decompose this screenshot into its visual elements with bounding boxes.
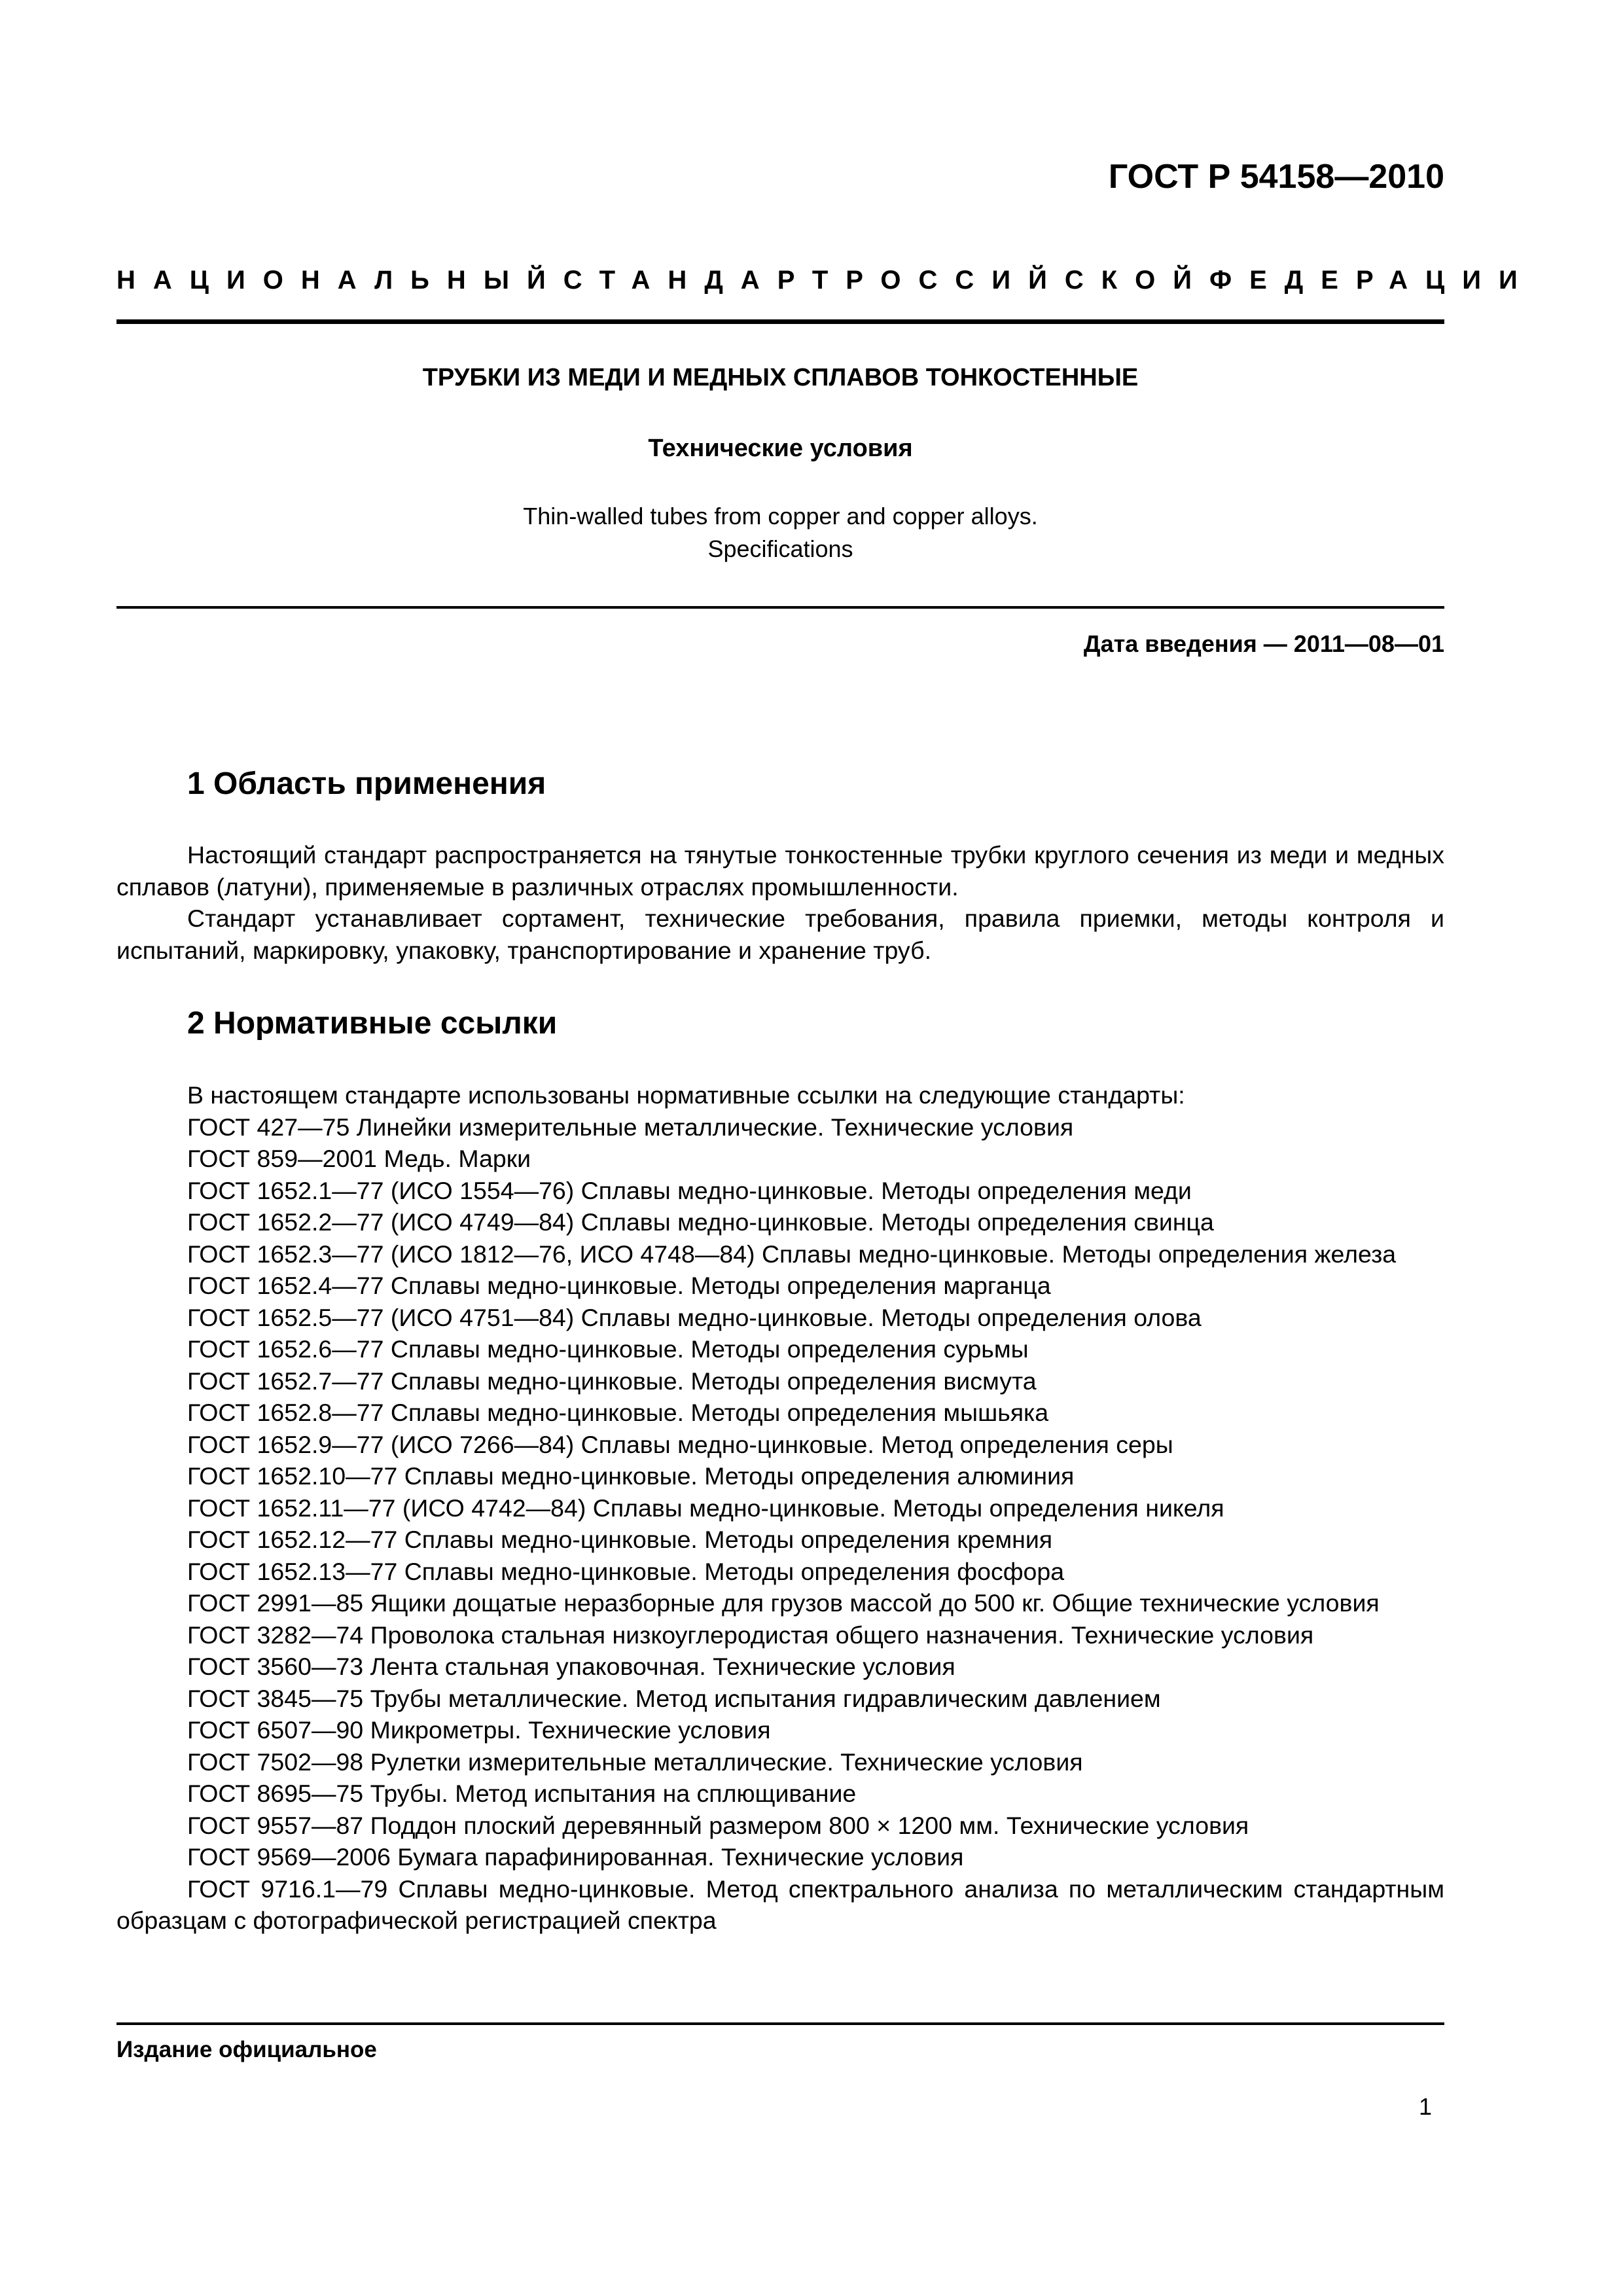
standard-line-word: СТАНДАРТ [563, 266, 846, 295]
reference-item: ГОСТ 1652.8—77 Сплавы медно-цинковые. Методы определения мышьяка [187, 1399, 1049, 1426]
reference-item: ГОСТ 3560—73 Лента стальная упаковочная. Технические условия [187, 1653, 955, 1680]
document-title: ТРУБКИ ИЗ МЕДИ И МЕДНЫХ СПЛАВОВ ТОНКОСТЕННЫЕ [422, 364, 1139, 391]
official-edition-label: Издание официальное [116, 2037, 377, 2062]
reference-item: ГОСТ 1652.9—77 (ИСО 7266—84) Сплавы медно-цинковые. Метод определения серы [187, 1430, 1173, 1458]
title-divider [116, 606, 1444, 609]
national-standard-line [116, 266, 1535, 295]
reference-item: ГОСТ 859—2001 Медь. Марки [187, 1145, 531, 1172]
introduction-date: Дата введения — 2011—08—01 [1083, 630, 1444, 657]
section-heading: 1 Область применения [187, 766, 546, 801]
english-title-line: Thin-walled tubes from copper and copper alloys. [523, 503, 1038, 529]
page-number: 1 [1418, 2093, 1432, 2120]
reference-item: ГОСТ 6507—90 Микрометры. Технические условия [187, 1716, 771, 1744]
reference-item: ГОСТ 1652.10—77 Сплавы медно-цинковые. Методы определения алюминия [187, 1462, 1075, 1490]
reference-item: ГОСТ 1652.11—77 (ИСО 4742—84) Сплавы медно-цинковые. Методы определения никеля [187, 1494, 1224, 1522]
standard-line-word: НАЦИОНАЛЬНЫЙ [116, 266, 563, 295]
english-title-line: Specifications [707, 535, 853, 562]
reference-item: ГОСТ 1652.13—77 Сплавы медно-цинковые. Методы определения фосфора [187, 1557, 1065, 1585]
document-code: ГОСТ Р 54158—2010 [1108, 158, 1444, 196]
reference-item: ГОСТ 7502—98 Рулетки измерительные металлические. Технические условия [187, 1748, 1083, 1776]
reference-item: ГОСТ 3282—74 Проволока стальная низкоуглеродистая общего назначения. Технические условия [187, 1621, 1314, 1649]
reference-item: ГОСТ 8695—75 Трубы. Метод испытания на сплющивание [187, 1780, 857, 1807]
reference-item: ГОСТ 427—75 Линейки измерительные металлические. Технические условия [187, 1113, 1074, 1141]
reference-item: ГОСТ 9716.1—79 Сплавы медно-цинковые. Метод спектрального анализа по металлическим стандартным образцам с фотографической регистрацией спектра [116, 1874, 1444, 1934]
reference-item: ГОСТ 1652.12—77 Сплавы медно-цинковые. Методы определения кремния [187, 1526, 1053, 1553]
reference-item: ГОСТ 1652.1—77 (ИСО 1554—76) Сплавы медно-цинковые. Методы определения меди [187, 1176, 1192, 1204]
standard-line-word: РОССИЙСКОЙ [846, 266, 1209, 295]
section-body [116, 839, 1444, 966]
english-title [116, 500, 1444, 565]
reference-item: ГОСТ 2991—85 Ящики дощатые неразборные для грузов массой до 500 кг. Общие технические условия [187, 1589, 1380, 1617]
footer-divider [116, 2022, 1444, 2025]
reference-item: ГОСТ 1652.4—77 Сплавы медно-цинковые. Методы определения марганца [187, 1272, 1051, 1299]
reference-item: ГОСТ 1652.5—77 (ИСО 4751—84) Сплавы медно-цинковые. Методы определения олова [187, 1303, 1202, 1331]
reference-item: ГОСТ 1652.7—77 Сплавы медно-цинковые. Методы определения висмута [187, 1367, 1037, 1395]
reference-item: ГОСТ 1652.2—77 (ИСО 4749—84) Сплавы медно-цинковые. Методы определения свинца [187, 1208, 1214, 1236]
paragraph: Настоящий стандарт распространяется на тянутые тонкостенные трубки круглого сечения из меди и медных сплавов (латуни), применяемые в различных отраслях промышленности. [116, 841, 1444, 901]
standard-line-word: ФЕДЕРАЦИИ [1209, 266, 1535, 295]
header-divider [116, 319, 1444, 324]
paragraph: В настоящем стандарте использованы нормативные ссылки на следующие стандарты: [187, 1081, 1185, 1109]
section-body [116, 1079, 1444, 1937]
reference-item: ГОСТ 9569—2006 Бумага парафинированная. Технические условия [187, 1843, 964, 1871]
reference-item: ГОСТ 3845—75 Трубы металлические. Метод испытания гидравлическим давлением [187, 1684, 1161, 1712]
paragraph: Стандарт устанавливает сортамент, технические требования, правила приемки, методы контроля и испытаний, маркировку, упаковку, транспортирование и хранение труб. [116, 905, 1444, 964]
reference-item: ГОСТ 1652.3—77 (ИСО 1812—76, ИСО 4748—84) Сплавы медно-цинковые. Методы определения железа [187, 1240, 1397, 1268]
reference-item: ГОСТ 9557—87 Поддон плоский деревянный размером 800 × 1200 мм. Технические условия [187, 1811, 1249, 1839]
reference-item: ГОСТ 1652.6—77 Сплавы медно-цинковые. Методы определения сурьмы [187, 1335, 1029, 1363]
document-subtitle: Технические условия [648, 435, 913, 462]
section-heading: 2 Нормативные ссылки [187, 1006, 558, 1041]
